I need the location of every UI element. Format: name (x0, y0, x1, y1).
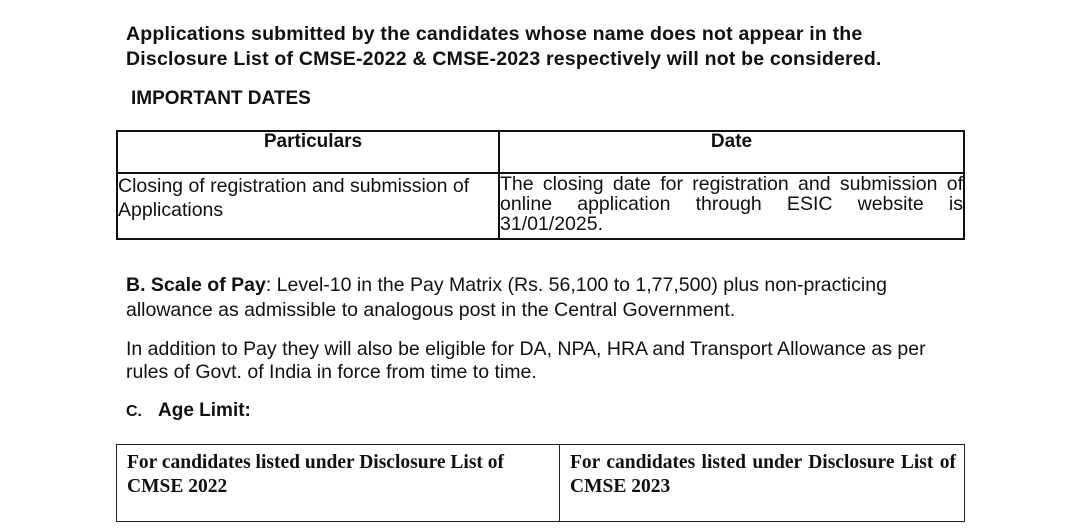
age-col-cmse-2023: For candidates listed under Disclosure List of CMSE 2023 (560, 445, 965, 522)
column-header-date: Date (499, 131, 964, 173)
scale-of-pay-section (126, 273, 946, 323)
clipped-previous-line (120, 0, 820, 6)
table-header-row (117, 131, 964, 173)
table-row (117, 173, 964, 239)
allowances-paragraph: In addition to Pay they will also be eligible for DA, NPA, HRA and Transport Allowance as per rules of Govt. of India in force from time to time. (126, 338, 926, 383)
important-dates-heading: IMPORTANT DATES (131, 88, 311, 109)
scale-of-pay-text: : Level-10 in the Pay Matrix (Rs. 56,100 to 1,77,500) plus non-practicing allowance as admissible to analogous post in the Central Government. (126, 274, 887, 321)
section-title: Age Limit: (158, 400, 251, 421)
age-limit-heading (126, 400, 251, 422)
important-dates-table (116, 130, 965, 240)
eligibility-note: Applications submitted by the candidates whose name does not appear in the Disclosure List of CMSE-2022 & CMSE-2023 respectively will not be considered. (126, 23, 882, 70)
date-cell: The closing date for registration and submission of online application through ESIC website is 31/01/2025. (499, 173, 964, 239)
clipped-next-row (126, 519, 966, 528)
table-row (117, 445, 965, 522)
scale-of-pay-label: B. Scale of Pay (126, 274, 266, 296)
column-header-particulars: Particulars (117, 131, 499, 173)
particular-cell: Closing of registration and submission of Applications (117, 173, 499, 239)
age-limit-table (116, 444, 965, 522)
section-letter: C. (126, 403, 142, 420)
age-col-cmse-2022: For candidates listed under Disclosure List of CMSE 2022 (117, 445, 560, 522)
